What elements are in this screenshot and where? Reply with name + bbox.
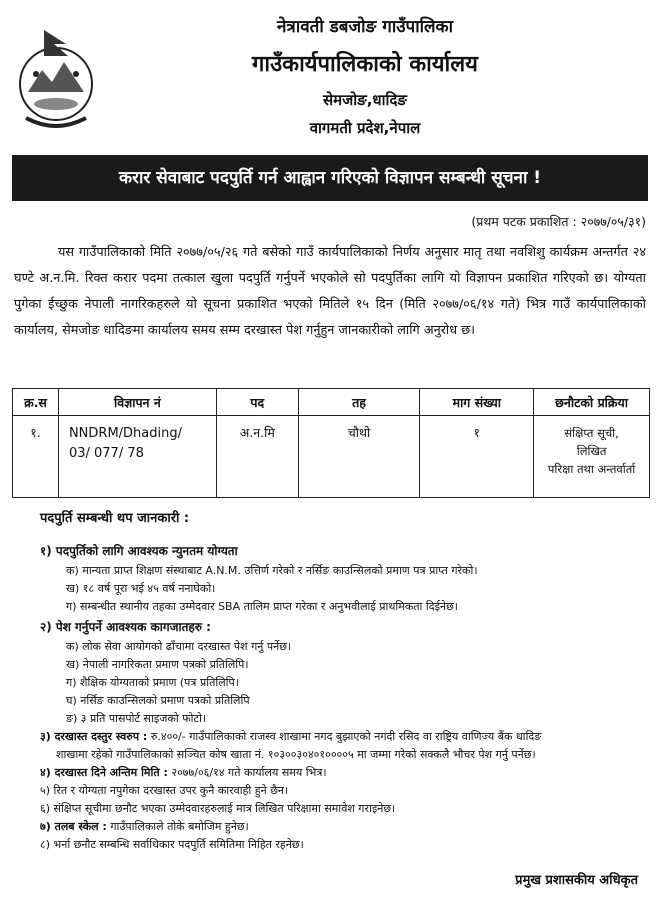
qualification-item: ग) सम्बन्धीत स्थानीय तहका उम्मेदवार SBA तालिम प्राप्त गरेका र अनुभवीलाई प्राथमिकता दिईनेछ।: [66, 600, 458, 613]
rule-item-6: ६) संक्षिप्त सूचीमा छनौट भएका उम्मेदवारहरुलाई मात्र लिखित परिक्षामा समावेश गराइनेछ।: [40, 802, 396, 815]
details-section: [40, 540, 650, 854]
vacancy-table: [12, 388, 650, 498]
municipality-name: नेत्रावती डबजोङ गाउँपालिका: [277, 17, 453, 37]
col-header-post: पद: [216, 389, 298, 416]
rule-item-5: ५) रित र योग्यता नपुगेका दरखास्त उपर कुनै कारवाही हुने छैन।: [40, 784, 289, 797]
details-title: पदपुर्ति सम्बन्धी थप जानकारी :: [40, 511, 190, 526]
document-item: ग) शैक्षिक योग्यताको प्रमाण (पत्र प्रतिलिपि।: [66, 676, 239, 689]
col-header-level: तह: [298, 389, 420, 416]
table-header-row: [13, 389, 650, 416]
col-header-ad-no: विज्ञापन नं: [58, 389, 216, 416]
process-line3: परिक्षा तथा अन्तर्वार्ता: [547, 462, 636, 476]
deadline-item: [40, 764, 650, 782]
ad-no-line1: NNDRM/Dhading/: [68, 426, 182, 441]
fee-text: रु.४००/- गाउँपालिकाको राजस्व शाखामा नगद बुझाएको नगदी रसिद वा राष्ट्रिय वाणिज्य बैंक धादिङ: [147, 730, 542, 743]
col-header-process: छनौटको प्रक्रिया: [534, 389, 650, 416]
process-line2: लिखित: [576, 444, 607, 458]
nepal-emblem-icon: [14, 22, 98, 134]
notice-title-banner: करार सेवाबाट पदपुर्ति गर्न आह्वान गरिएको विज्ञापन सम्बन्धी सूचना !: [12, 155, 648, 201]
salary-label: ७) तलब स्केल :: [40, 820, 107, 833]
qualification-item: ख) १८ वर्ष पूरा भई ४५ वर्ष ननाघेको।: [66, 582, 216, 595]
documents-heading: २) पेश गर्नुपर्ने आवश्यक कागजातहरु :: [40, 620, 211, 634]
document-item: घ) नर्सिङ काउन्सिलको प्रमाण पत्रको प्रतिलिपि: [66, 694, 250, 707]
fee-label: ३) दरखास्त दस्तुर स्वरुप :: [40, 730, 148, 743]
qualification-item: क) मान्यता प्राप्त शिक्षण संस्थाबाट A.N.M. उत्तिर्ण गरेको र नर्सिङ काउन्सिलको प्रमाण पत्र प्राप्त गरेको।: [66, 564, 478, 577]
ad-no-line2: 03/ 077/ 78: [68, 446, 144, 461]
col-header-demand: माग संख्या: [420, 389, 534, 416]
fee-text-continued: शाखामा रहेको गाउँपालिकाको सञ्चित कोष खाता नं. १०३००३०४०१००००५ मा जम्मा गरेको सक्कलै भौचर पेश गर्नु पर्नेछ।: [56, 748, 536, 761]
cell-level: चौथो: [298, 416, 420, 498]
cell-demand: १: [420, 416, 534, 498]
province-name: वागमती प्रदेश,नेपाल: [309, 119, 421, 137]
deadline-label: ४) दरखास्त दिने अन्तिम मिति :: [40, 766, 168, 779]
col-header-sn: क्र.स: [13, 389, 59, 416]
intro-paragraph: यस गाउँपालिकाको मिति २०७७/०५/२६ गते बसेको गाउँ कार्यपालिकाको निर्णय अनुसार मातृ तथा नवशिशु कार्यक्रम अन्तर्गत २४ घण्टे अ.न.मि. रिक्त करार पदमा तत्काल खुला पदपुर्ति गर्नुपर्ने भएकोले सो पदपुर्तिका लागि यो विज्ञापन प्रकाशित गरिएको छ। योग्यता पुगेका ईच्छुक नेपाली नागरिकहरुले यो सूचना प्रकाशित भएको मितिले १५ दिन (मिति २०७७/०६/१४ गते) भित्र गाउँ कार्यपालिकाको कार्यालय, सेमजोङ धादिङमा कार्यालय समय सम्म दरखास्त पेश गर्नुहुन जानकारीको लागि अनुरोध छ।: [14, 245, 646, 338]
published-date: (प्रथम पटक प्रकाशित : २०७७/०५/३१): [471, 214, 646, 229]
letterhead: [0, 0, 660, 150]
document-item: ख) नेपाली नागरिकता प्रमाण पत्रको प्रतिलिपि।: [66, 658, 249, 671]
cell-process: [534, 416, 650, 498]
fee-item: [40, 728, 650, 746]
office-address: सेमजोङ,धादिङ: [323, 91, 407, 109]
rule-item-8: ८) भर्ना छनौट सम्बन्धि सर्वाधिकार पदपुर्ति समितिमा निहित रहनेछ।: [40, 838, 304, 851]
cell-post: अ.न.मि: [216, 416, 298, 498]
cell-sn: १.: [13, 416, 59, 498]
process-line1: संक्षिप्त सूची,: [564, 426, 619, 440]
document-item: क) लोक सेवा आयोगको ढाँचामा दरखास्त पेश गर्नु पर्नेछ।: [66, 640, 292, 653]
table-row: [13, 416, 650, 498]
office-name: गाउँकार्यपालिकाको कार्यालय: [252, 52, 478, 77]
document-item: ङ) ३ प्रति पासपोर्ट साइजको फोटो।: [66, 712, 207, 725]
cell-ad-no: [58, 416, 216, 498]
deadline-text: २०७७/०६/१४ गते कार्यालय समय भित्र।: [167, 766, 327, 779]
qualification-heading: १) पदपुर्तिको लागि आवश्यक न्युनतम योग्यता: [40, 544, 238, 558]
salary-text: गाउँपालिकाले तोके बमोजिम हुनेछ।: [106, 820, 249, 833]
signatory-title: प्रमुख प्रशासकीय अधिकृत: [515, 873, 638, 888]
salary-item: [40, 818, 650, 836]
